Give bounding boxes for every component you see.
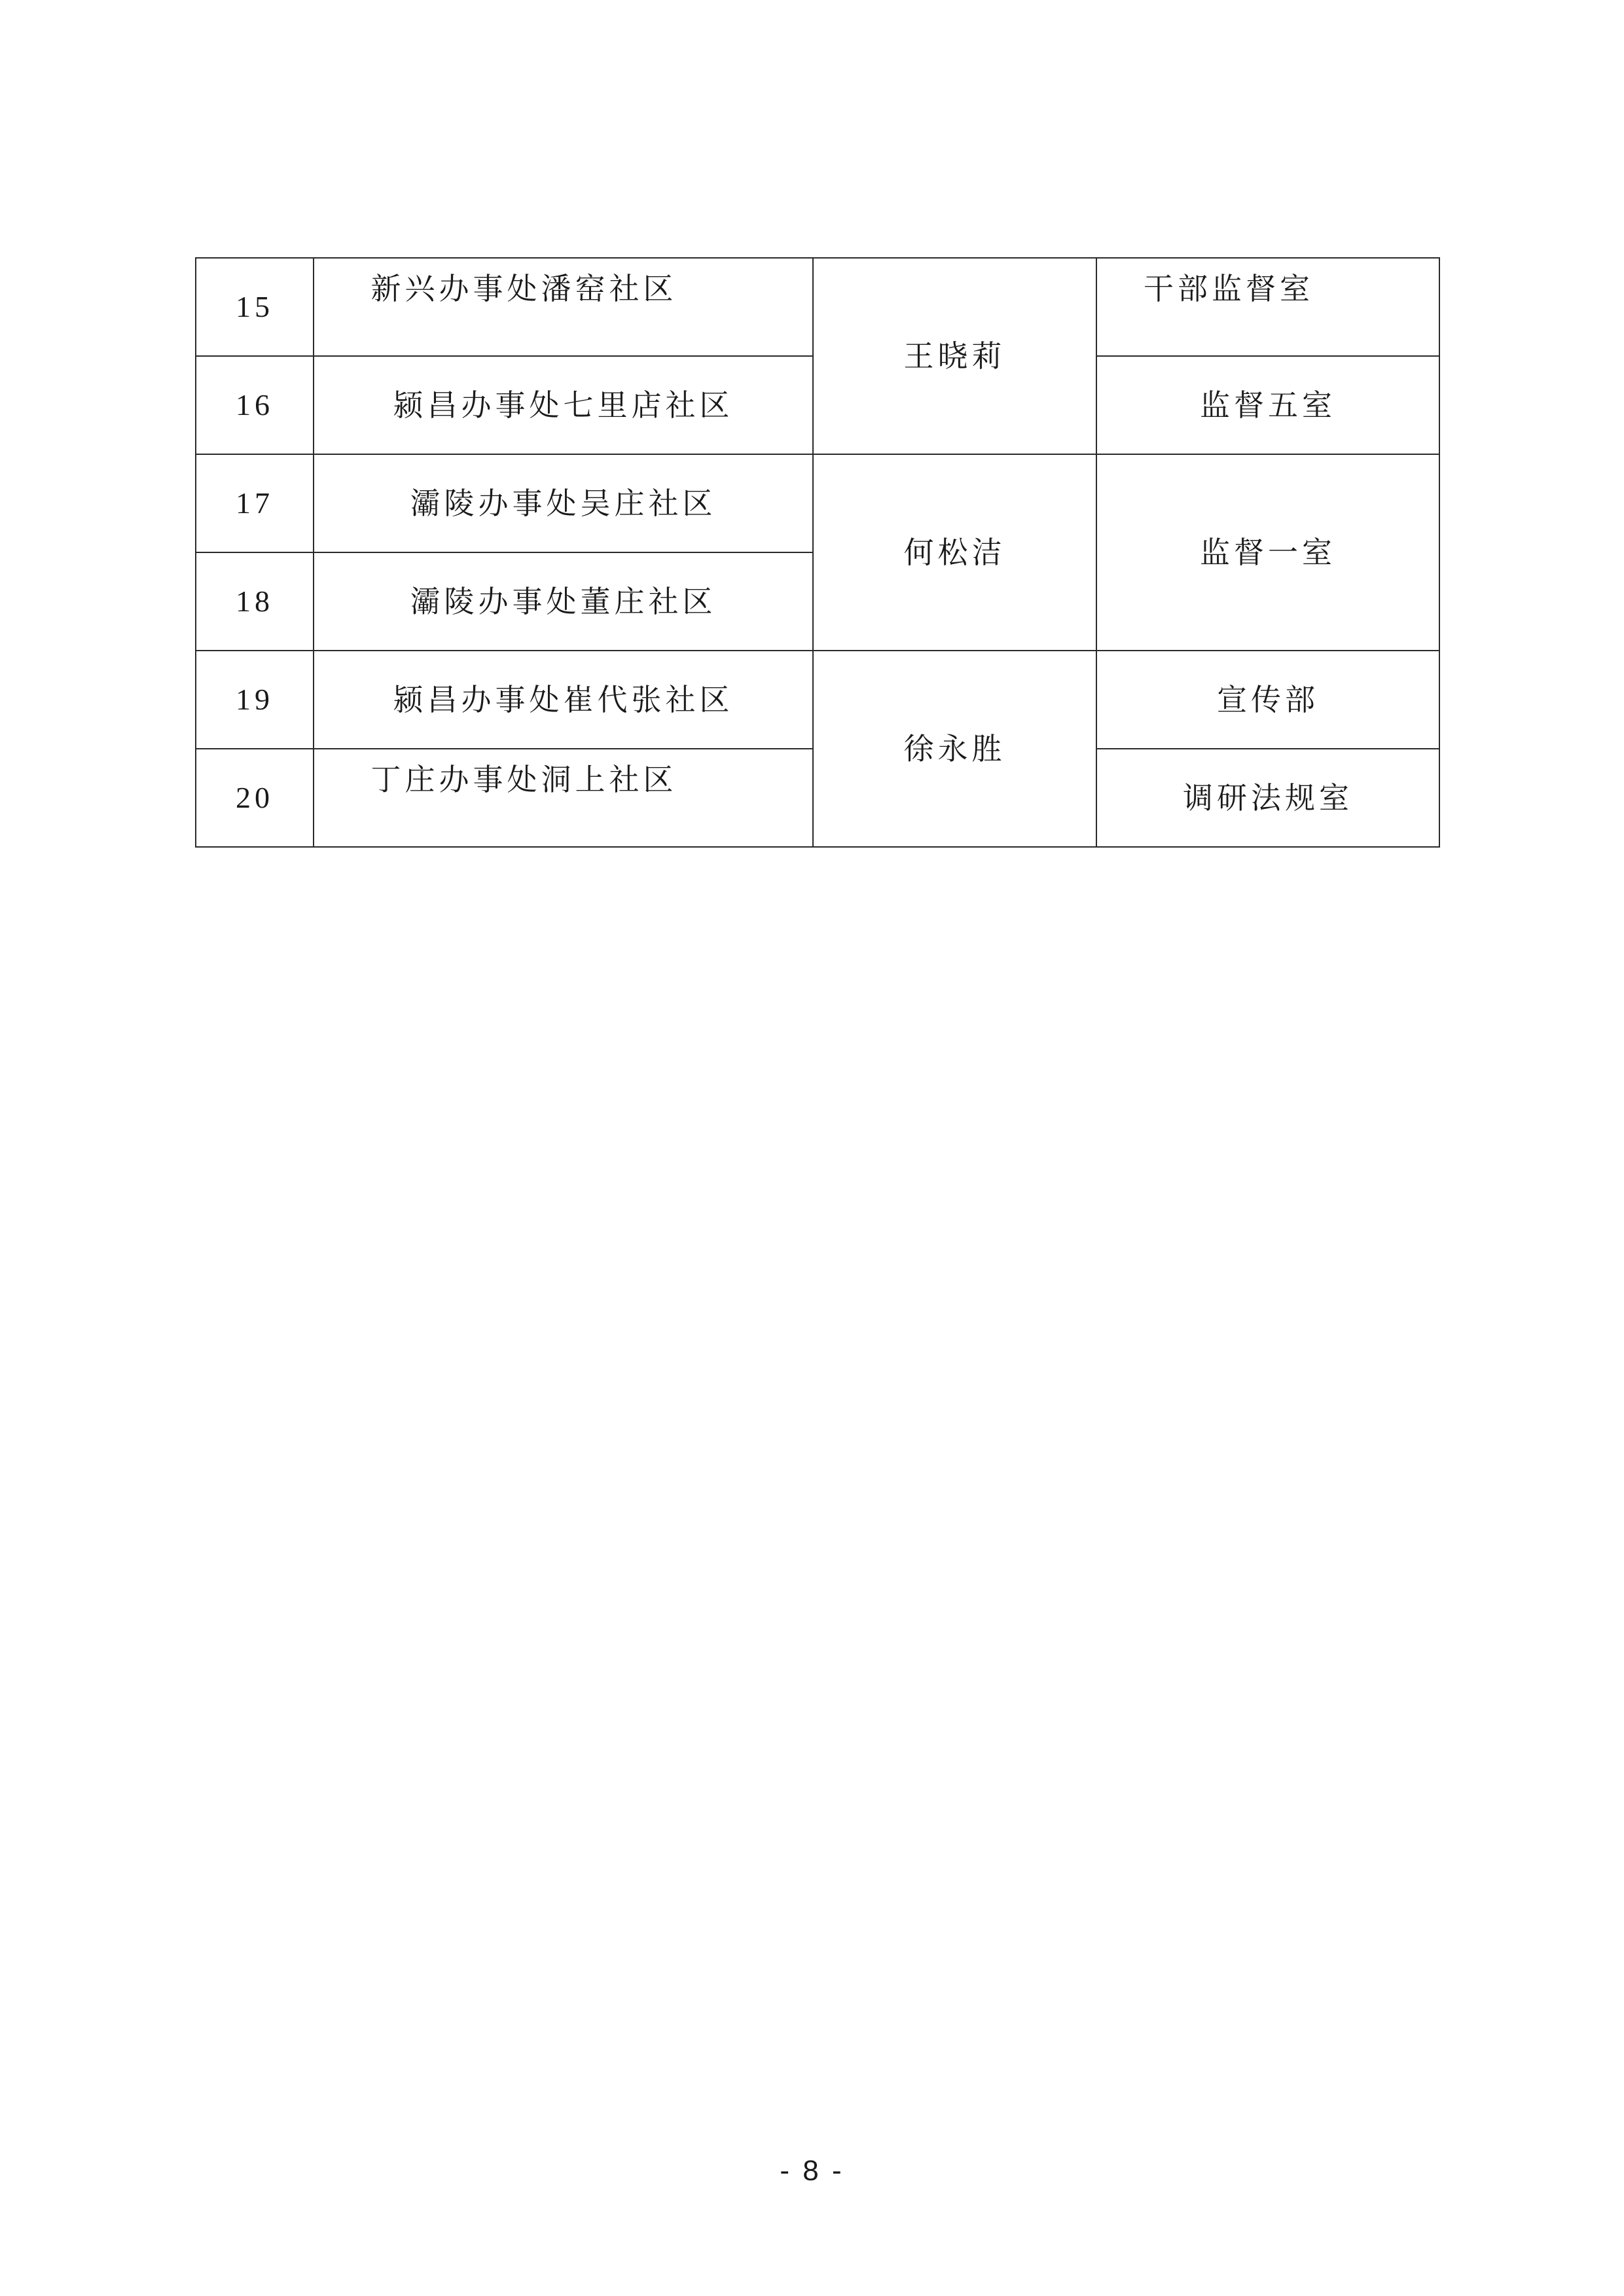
department-cell bbox=[1096, 258, 1439, 356]
community-cell: 灞陵办事处吴庄社区 bbox=[314, 454, 813, 552]
table-row bbox=[196, 258, 1439, 356]
table-row bbox=[196, 454, 1439, 552]
community-cell bbox=[314, 258, 813, 356]
row-number: 17 bbox=[196, 454, 314, 552]
community-cell: 灞陵办事处董庄社区 bbox=[314, 552, 813, 651]
row-number: 18 bbox=[196, 552, 314, 651]
row-number: 19 bbox=[196, 651, 314, 749]
department-cell: 监督五室 bbox=[1096, 356, 1439, 454]
department-name: 干部监督室 bbox=[1144, 271, 1314, 306]
department-name: 监督一室 bbox=[1200, 535, 1336, 570]
community-cell bbox=[314, 749, 813, 847]
leader-name: 徐永胜 bbox=[903, 731, 1006, 766]
leader-cell bbox=[813, 258, 1096, 454]
page-number: - 8 - bbox=[780, 2155, 844, 2187]
department-cell bbox=[1096, 454, 1439, 651]
community-name: 丁庄办事处洞上社区 bbox=[370, 762, 677, 797]
community-cell: 颍昌办事处崔代张社区 bbox=[314, 651, 813, 749]
table-row bbox=[196, 651, 1439, 749]
community-cell: 颍昌办事处七里店社区 bbox=[314, 356, 813, 454]
row-number: 16 bbox=[196, 356, 314, 454]
leader-name: 何松洁 bbox=[903, 535, 1006, 570]
leader-cell bbox=[813, 651, 1096, 847]
contact-table bbox=[195, 257, 1440, 848]
leader-cell bbox=[813, 454, 1096, 651]
department-cell: 宣传部 bbox=[1096, 651, 1439, 749]
row-number: 20 bbox=[196, 749, 314, 847]
community-name: 新兴办事处潘窑社区 bbox=[370, 271, 677, 306]
leader-name: 王晓莉 bbox=[903, 338, 1006, 374]
department-cell: 调研法规室 bbox=[1096, 749, 1439, 847]
row-number: 15 bbox=[196, 258, 314, 356]
